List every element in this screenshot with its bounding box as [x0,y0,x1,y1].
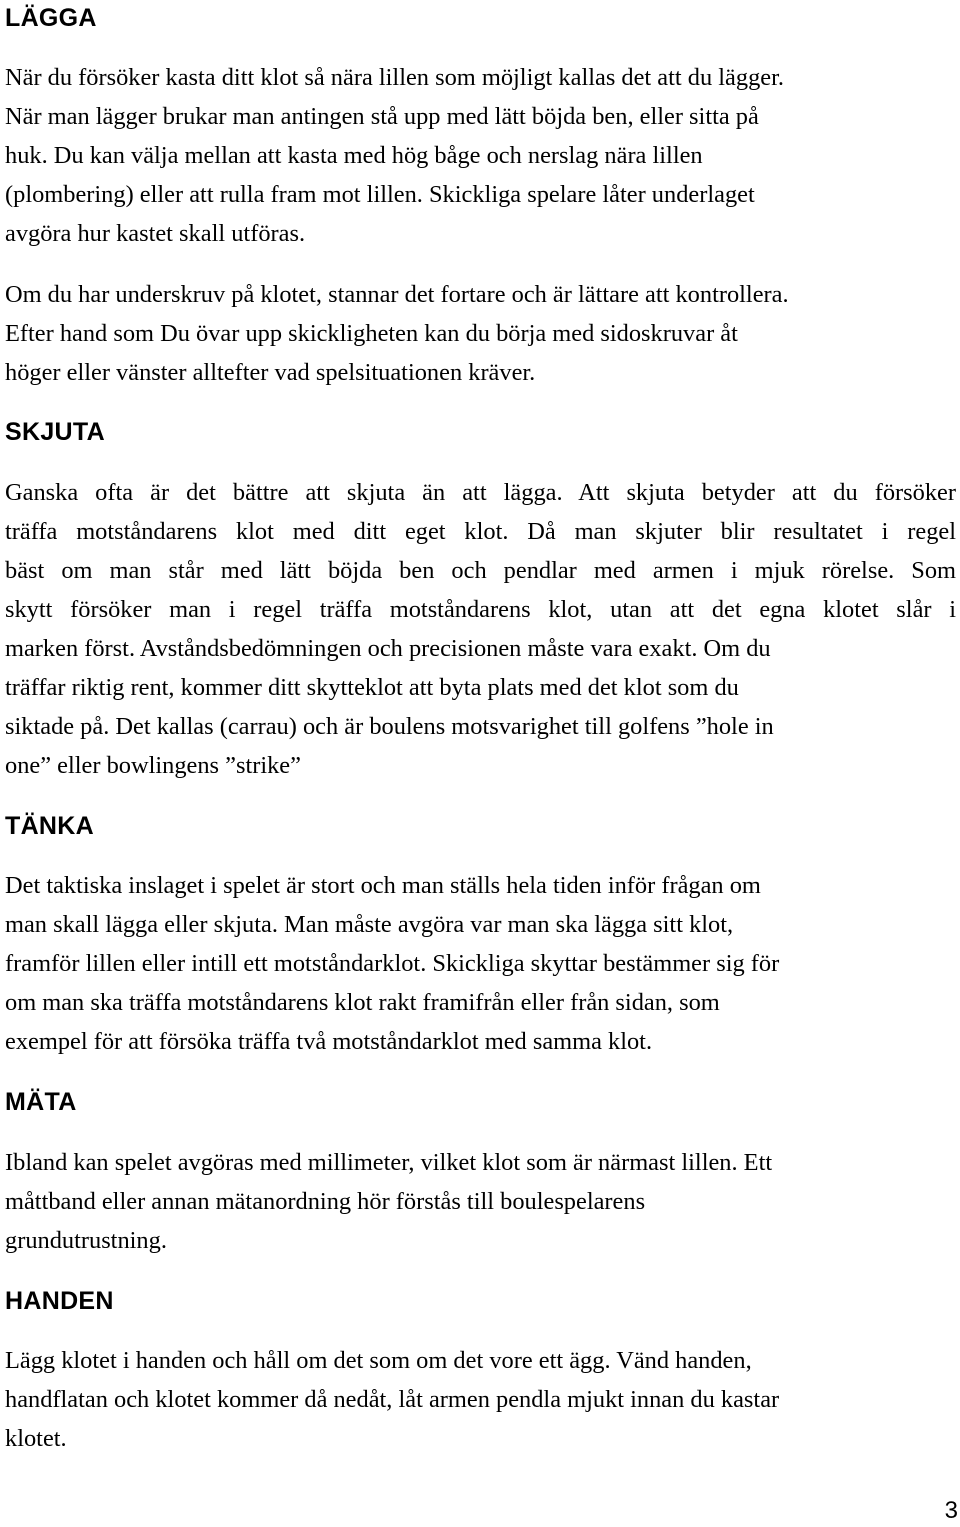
text-line: one” eller bowlingens ”strike” [5,752,301,779]
text-line: handflatan och klotet kommer då nedåt, låt armen pendla mjukt innan du kastar [5,1386,780,1413]
paragraph-skjuta-1 [5,473,956,785]
paragraph-lagga-1 [5,58,784,253]
text-line: klotet. [5,1425,67,1452]
section-heading-mata: MÄTA [5,1088,77,1116]
text-line: Om du har underskruv på klotet, stannar det fortare och är lättare att kontrollera. [5,281,789,308]
text-line: Ibland kan spelet avgöras med millimeter, vilket klot som är närmast lillen. Ett [5,1149,773,1176]
text-line: avgöra hur kastet skall utföras. [5,220,306,247]
text-line: exempel för att försöka träffa två motståndarklot med samma klot. [5,1028,653,1055]
text-line: träffar riktig rent, kommer ditt skytteklot att byta plats med det klot som du [5,674,739,701]
text-line: Efter hand som Du övar upp skickligheten kan du börja med sidoskruvar åt [5,320,738,347]
text-line: man skall lägga eller skjuta. Man måste avgöra var man ska lägga sitt klot, [5,911,734,938]
text-line: När man lägger brukar man antingen stå upp med lätt böjda ben, eller sitta på [5,103,759,130]
text-line: bäst om man står med lätt böjda ben och pendlar med armen i mjuk rörelse. Som [5,557,956,584]
text-line: marken först. Avståndsbedömningen och precisionen måste vara exakt. Om du [5,635,771,662]
text-line: träffa motståndarens klot med ditt eget klot. Då man skjuter blir resultatet i regel [5,518,956,545]
paragraph-handen-1 [5,1341,779,1458]
text-line: måttband eller annan mätanordning hör förstås till boulespelarens [5,1188,646,1215]
text-line: huk. Du kan välja mellan att kasta med hög båge och nerslag nära lillen [5,142,703,169]
text-line: höger eller vänster alltefter vad spelsituationen kräver. [5,359,536,386]
section-heading-tanka: TÄNKA [5,812,94,840]
text-line: När du försöker kasta ditt klot så nära lillen som möjligt kallas det att du lägger. [5,64,784,91]
text-line: om man ska träffa motståndarens klot rakt framifrån eller från sidan, som [5,989,720,1016]
text-line: Lägg klotet i handen och håll om det som om det vore ett ägg. Vänd handen, [5,1347,752,1374]
text-line: grundutrustning. [5,1227,167,1254]
section-heading-lagga: LÄGGA [5,4,97,32]
paragraph-mata-1 [5,1143,772,1260]
paragraph-tanka-1 [5,866,779,1061]
text-line: framför lillen eller intill ett motståndarklot. Skickliga skyttar bestämmer sig för [5,950,780,977]
text-line: siktade på. Det kallas (carrau) och är boulens motsvarighet till golfens ”hole in [5,713,774,740]
paragraph-lagga-2 [5,275,789,392]
text-line: (plombering) eller att rulla fram mot lillen. Skickliga spelare låter underlaget [5,181,755,208]
section-heading-skjuta: SKJUTA [5,418,105,446]
text-line: Ganska ofta är det bättre att skjuta än att lägga. Att skjuta betyder att du försöker [5,479,956,506]
section-heading-handen: HANDEN [5,1287,114,1315]
text-line: Det taktiska inslaget i spelet är stort och man ställs hela tiden inför frågan om [5,872,761,899]
text-line: skytt försöker man i regel träffa motståndarens klot, utan att det egna klotet slår i [5,596,956,623]
page-number: 3 [944,1497,958,1524]
